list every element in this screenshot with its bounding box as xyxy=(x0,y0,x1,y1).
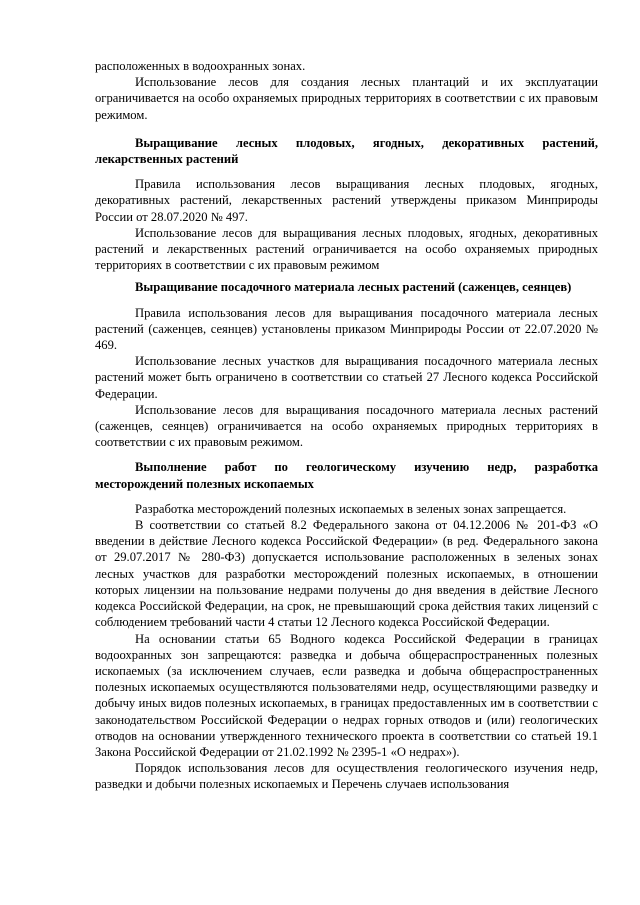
paragraph-plantations-restriction: Использование лесов для создания лесных плантаций и их эксплуатации ограничивается на особо охраняемых природных территориях в соответствии с их правовым режимом. xyxy=(95,75,598,122)
paragraph-water-code-65: На основании статьи 65 Водного кодекса Российской Федерации в границах водоохранных зон запрещаются: разведка и добыча общераспространенных полезных ископаемых (за исключением случаев, если разведка и добыча общераспространенных полезных ископаемых осуществляются пользователями недр, осуществляющими разведку и добычу иных видов полезных ископаемых, в границах предоставленных им в соответствии с законодательством Российской Федерации о недрах горных отводов и (или) геологических отводов на основании утвержденного технического проекта в соответствии со статьей 19.1 Закона Российской Федерации от 21.02.1992 № 2395-1 «О недрах»). xyxy=(95,631,598,759)
paragraph-planting-limit-article27: Использование лесных участков для выращивания посадочного материала лесных растений может быть ограничено в соответствии со статьей 27 Лесного кодекса Российской Федерации. xyxy=(95,354,598,401)
paragraph-article-8-2: В соответствии со статьей 8.2 Федерального закона от 04.12.2006 № 201-ФЗ «О введении в действие Лесного кодекса Российской Федерации» (в ред. Федерального закона от 29.07.2017 № 280-ФЗ) допускается использование расположенных в зеленых зонах лесных участков для разработки месторождений полезных ископаемых, в отношении которых лицензии на пользование недрами получены до дня введения в действие Лесного кодекса Российской Федерации, на срок, не превышающий срока действия таких лицензий с соблюдением требований части 4 статьи 12 Лесного кодекса Российской Федерации. xyxy=(95,518,598,630)
paragraph-fruit-rules: Правила использования лесов выращивания лесных плодовых, ягодных, декоративных растений, лекарственных растений утверждены приказом Минприроды России от 28.07.2020 № 497. xyxy=(95,177,598,224)
heading-geological-study: Выполнение работ по геологическому изучению недр, разработка месторождений полезных ископаемых xyxy=(95,460,598,491)
document-page xyxy=(95,58,598,793)
paragraph-planting-rules: Правила использования лесов для выращивания посадочного материала лесных растений (саженцев, сеянцев) установлены приказом Минприроды России от 22.07.2020 № 469. xyxy=(95,305,598,353)
paragraph-mining-prohibited: Разработка месторождений полезных ископаемых в зеленых зонах запрещается. xyxy=(135,501,567,516)
paragraph-planting-restriction: Использование лесов для выращивания посадочного материала лесных растений (саженцев, сеянцев) ограничивается на особо охраняемых природных территориях в соответствии с их правовым режимом. xyxy=(95,402,598,450)
paragraph-continuation: расположенных в водоохранных зонах. xyxy=(95,59,306,73)
paragraph-fruit-restriction: Использование лесов для выращивания лесных плодовых, ягодных, декоративных растений и лекарственных растений ограничивается на особо охраняемых природных территориях в соответствии с их правовым режимом xyxy=(95,225,598,273)
paragraph-procedure: Порядок использования лесов для осуществления геологического изучения недр, разведки и добычи полезных ископаемых и Перечень случаев использования xyxy=(95,761,598,792)
heading-fruit-berry-plants: Выращивание лесных плодовых, ягодных, декоративных растений, лекарственных растений xyxy=(95,135,598,167)
heading-planting-material: Выращивание посадочного материала лесных растений (саженцев, сеянцев) xyxy=(135,280,572,295)
